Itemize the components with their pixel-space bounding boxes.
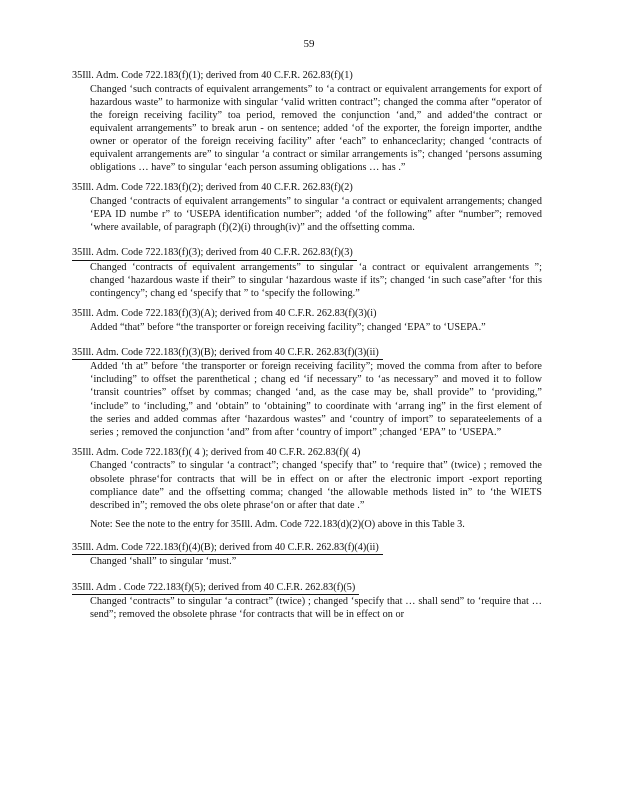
- entry-text: Added “that” before “the transporter or foreign receiving facility”; changed ‘EPA” to ‘USEPA.”: [90, 321, 486, 333]
- entry-text: Changed ‘such contracts of equivalent arrangements” to ‘a contract or equivalent arrangements for export of hazardous waste” to harmonize with singular ‘valid written contract”; changed the comma after “operator of the foreign receiving facility” toa period, removed the conjunction ‘and,” and added‘the contract or equivalent arrangements” to break arun - on sentence; added ‘of the exporter, the foreign importer, andthe owner or operator of the foreign receiving facility” after ‘each” to enhanceclarity; changed ‘contracts of equivalent arrangements are” to singular ‘a contract or similar arrangements is”; changed ‘persons assuming obligations … have” to singular ‘each person assuming obligations … has .”: [90, 83, 542, 174]
- entry-heading: 35Ill. Adm. Code 722.183(f)(2); derived from 40 C.F.R. 262.83(f)(2): [72, 182, 353, 194]
- table-entry: [72, 342, 542, 439]
- entry-heading: 35Ill. Adm. Code 722.183(f)(4)(B); derived from 40 C.F.R. 262.83(f)(4)(ii): [72, 542, 383, 556]
- entry-heading: 35Ill. Adm. Code 722.183(f)(3)(A); derived from 40 C.F.R. 262.83(f)(3)(i): [72, 308, 377, 319]
- entry-text: Changed ‘contracts of equivalent arrangements” to singular ‘a contract or equivalent arrangements; changed ‘EPA ID numbe r” to ‘USEPA identification number”; added ‘of the following” after “number”; removed ‘where available, of paragraph (f)(2)(i) through(iv)” and the offsetting comma.: [90, 195, 542, 234]
- document-body: [72, 70, 542, 629]
- page-number: 59: [303, 38, 315, 50]
- table-entry: [72, 70, 542, 174]
- entry-heading: 35Ill. Adm. Code 722.183(f)(3)(B); derived from 40 C.F.R. 262.83(f)(3)(ii): [72, 347, 383, 361]
- table-entry: [72, 577, 542, 622]
- entry-text: Changed ‘contracts of equivalent arrangements” to singular ‘a contract or equivalent arrangements ”; changed ‘hazardous waste if their” to singular ‘hazardous waste if its”; changed ‘in such case”after ‘for this contingency”; chang ed ‘specify that ” to ‘specify the following.”: [90, 261, 542, 299]
- entry-text: Changed ‘contracts” to singular ‘a contract”; changed ‘specify that” to ‘require that” (twice) ; removed the obsolete phrase‘for contracts that will be in effect on or after the electronic import -export reporting compliance date” and the offsetting comma; changed ‘the allowable methods listed in” to ‘the WIETS described in”; removed the obs olete phrase‘on or after that date .”: [90, 460, 542, 511]
- entry-heading: 35Ill. Adm. Code 722.183(f)(3); derived from 40 C.F.R. 262.83(f)(3): [72, 247, 357, 261]
- table-entry: [72, 447, 542, 512]
- entry-heading: 35Ill. Adm . Code 722.183(f)(5); derived from 40 C.F.R. 262.83(f)(5): [72, 582, 359, 596]
- entry-text: Added ‘th at” before ‘the transporter or foreign receiving facility”; moved the comma from after to before ‘including” to offset the parenthetical ; chang ed ‘if necessary” to ‘as necessary” and moved it to follow ‘transit countries” offset by commas; changed ‘and, as the case may be, shall provide” to ‘providing,” ‘include” to ‘including,” and ‘obtain” to ‘obtaining” to coordinate with ‘arrang ing” in the first element of the series and added commas after ‘hazardous wastes” and ‘country of import” to separateelements of a series ; removed the conjunction ‘and” from after ‘country of import” ;changed ‘EPA” to ‘USEPA.”: [90, 361, 542, 438]
- table-entry: [72, 182, 542, 234]
- table-entry: [72, 537, 542, 569]
- table-note: Note: See the note to the entry for 35Ill. Adm. Code 722.183(d)(2)(O) above in this Table 3.: [90, 518, 465, 530]
- entry-text: Changed ‘shall” to singular ‘must.”: [90, 556, 237, 568]
- entry-heading: 35Ill. Adm. Code 722.183(f)(1); derived from 40 C.F.R. 262.83(f)(1): [72, 70, 353, 81]
- table-entry: [72, 242, 542, 300]
- entry-text: Changed ‘contracts” to singular ‘a contract” (twice) ; changed ‘specify that … shall send” to ‘require that … send”; removed the obsolete phrase ‘for contracts that will be in effect on or: [90, 596, 542, 621]
- table-entry: [72, 308, 542, 334]
- entry-heading: 35Ill. Adm. Code 722.183(f)( 4 ); derived from 40 C.F.R. 262.83(f)( 4): [72, 446, 361, 458]
